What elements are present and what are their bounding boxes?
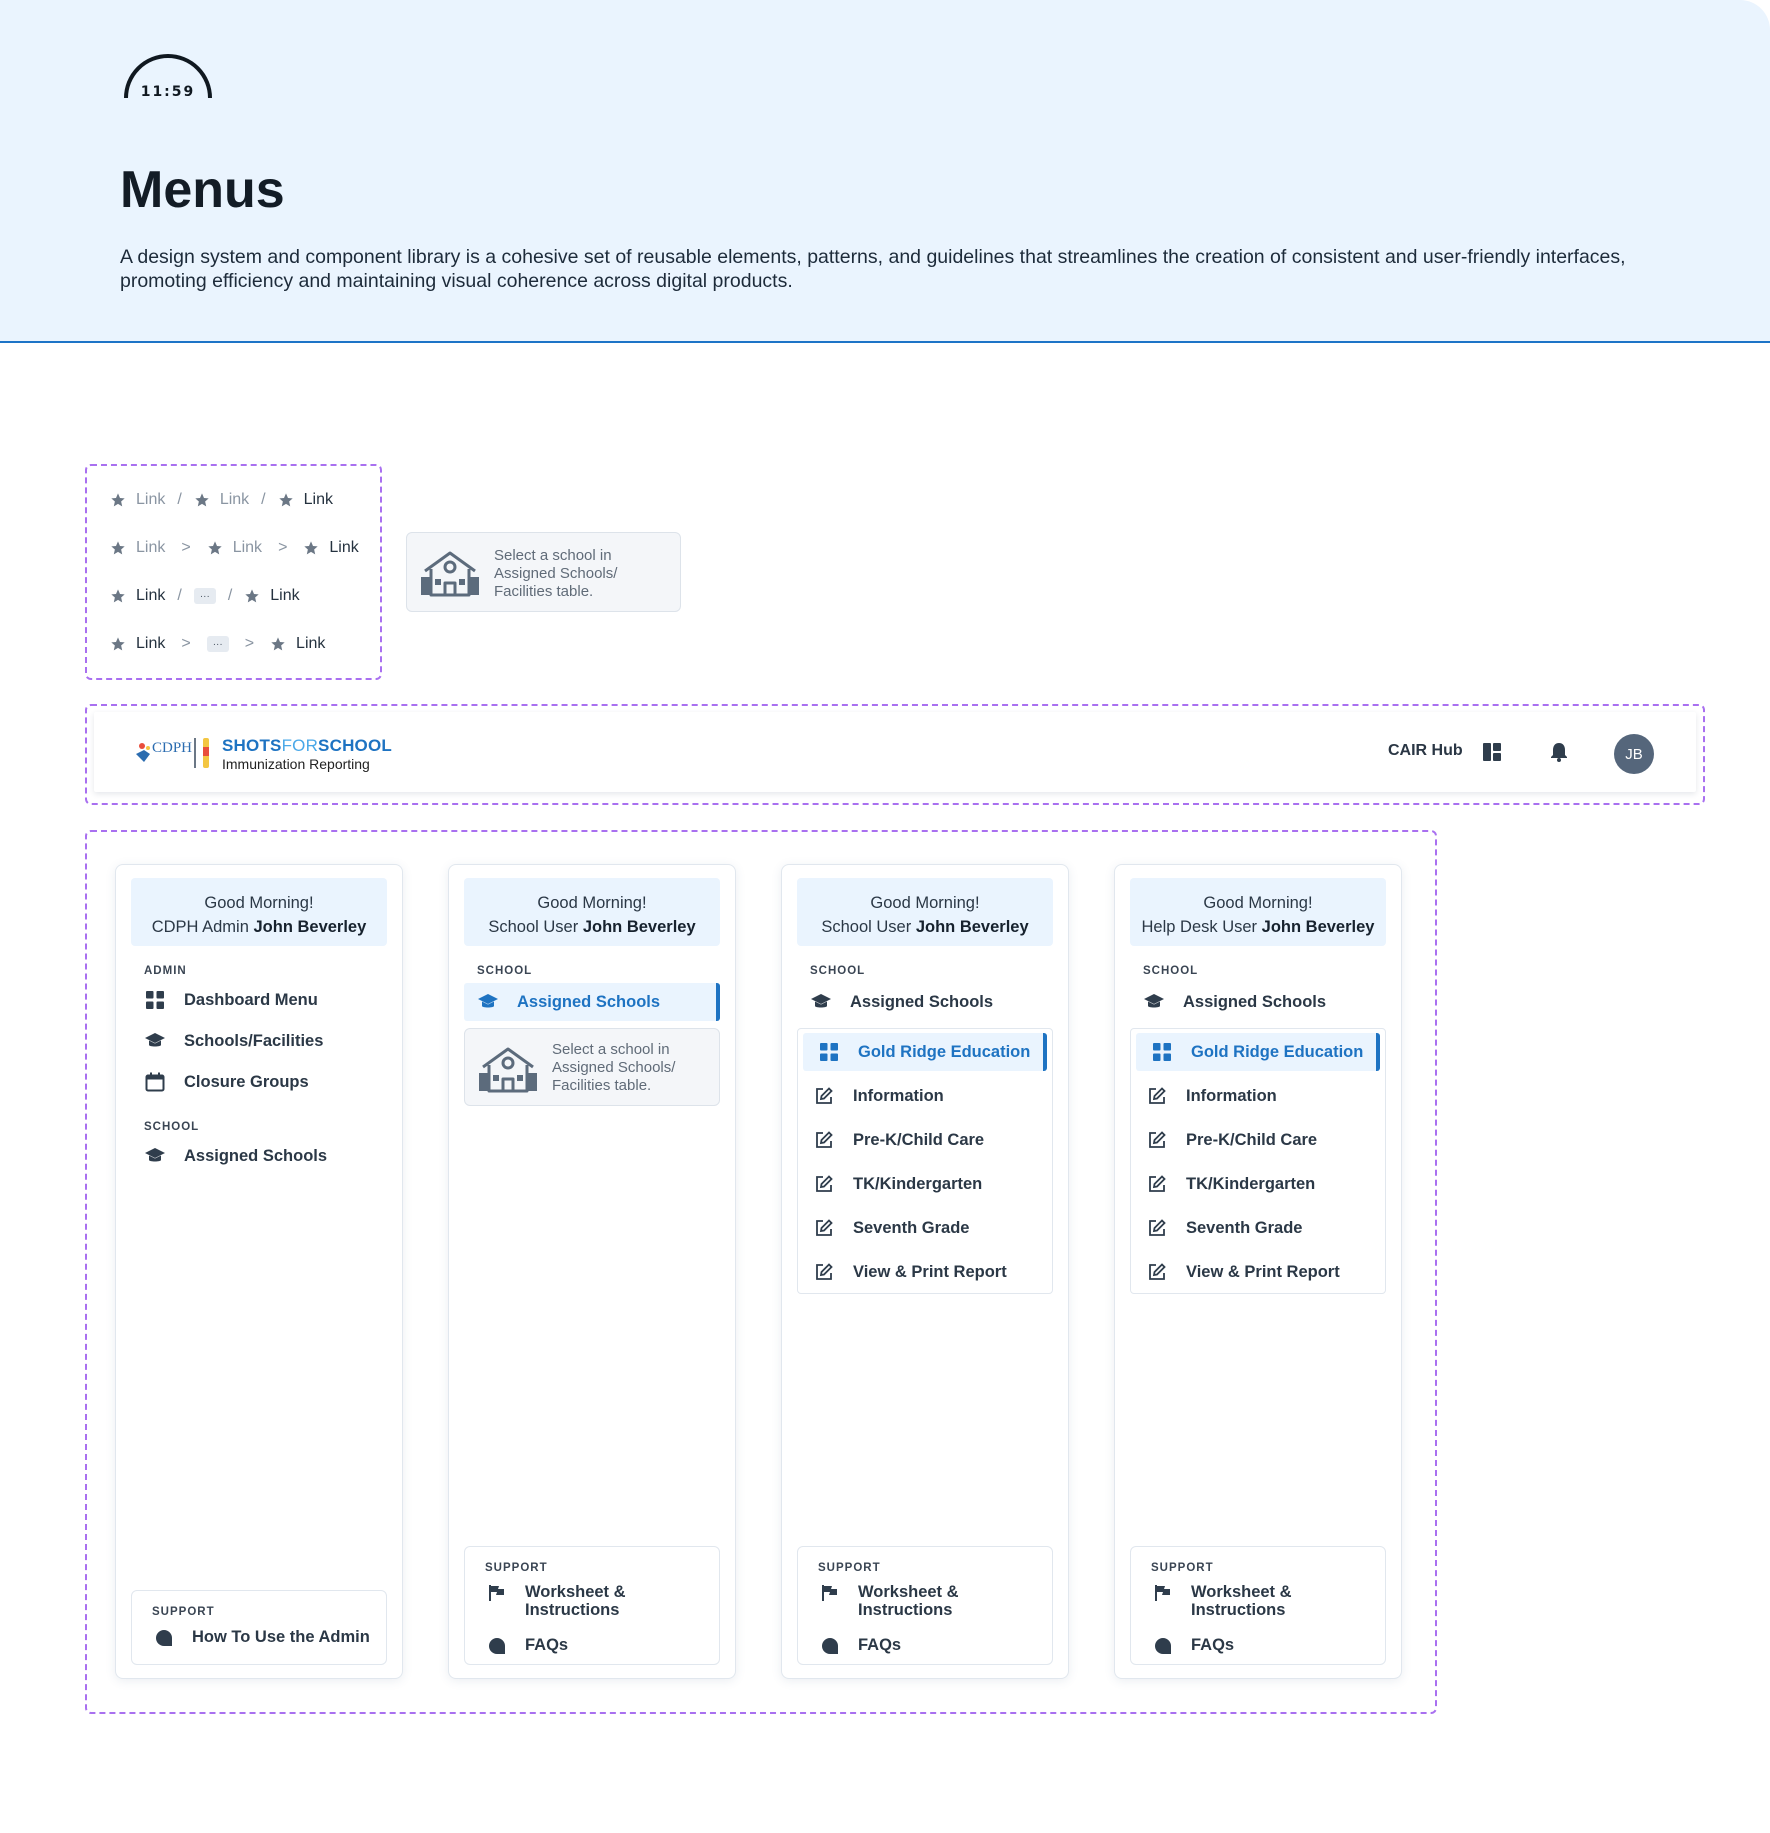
- user-name: John Beverley: [915, 918, 1029, 936]
- greeting-text: Good Morning!: [204, 894, 314, 912]
- top-navigation-bar: [94, 712, 1696, 792]
- submenu-item-label: Information: [1186, 1086, 1277, 1105]
- edit-icon: [813, 1217, 835, 1239]
- section-label-support: SUPPORT: [152, 1606, 215, 1618]
- submenu-item-information[interactable]: [1146, 1083, 1277, 1109]
- empty-state-card: [406, 532, 681, 612]
- flag-icon: [1153, 1583, 1173, 1603]
- chat-bubble-icon: [154, 1628, 174, 1648]
- dashboard-layout-icon[interactable]: [1483, 743, 1501, 761]
- edit-icon: [1146, 1217, 1168, 1239]
- sidebar-item-label: Schools/Facilities: [184, 1031, 324, 1050]
- submenu-item-view-print-report[interactable]: [813, 1259, 1007, 1285]
- sidebar-item-assigned-schools[interactable]: [810, 987, 993, 1017]
- support-item-faqs[interactable]: [1153, 1636, 1234, 1656]
- clock-icon: [122, 54, 214, 102]
- empty-state-line: Facilities table.: [552, 1077, 652, 1094]
- edit-icon: [813, 1129, 835, 1151]
- admin-sidebar: [115, 864, 403, 1679]
- support-item-how-to[interactable]: [154, 1628, 370, 1648]
- support-item-label: FAQs: [858, 1636, 902, 1654]
- submenu-item-label: Pre-K/Child Care: [853, 1130, 985, 1149]
- grid-icon: [818, 1041, 840, 1063]
- breadcrumb-ellipsis[interactable]: ···: [207, 636, 229, 652]
- support-item-faqs[interactable]: [487, 1636, 568, 1656]
- sidebar-item-label: Closure Groups: [184, 1072, 309, 1091]
- support-item-worksheet[interactable]: [1153, 1583, 1292, 1619]
- support-line: Worksheet &: [1191, 1583, 1292, 1601]
- submenu-item-label: Information: [853, 1086, 944, 1105]
- graduation-cap-icon: [810, 991, 832, 1013]
- section-label-school: SCHOOL: [810, 965, 866, 977]
- section-label-school: SCHOOL: [477, 965, 533, 977]
- empty-state-text: [494, 547, 617, 601]
- greeting-card: [131, 878, 387, 946]
- breadcrumb-current: Link: [296, 635, 326, 652]
- support-card: [797, 1546, 1053, 1665]
- page-description: A design system and component library is a cohesive set of reusable elements, patterns, and guidelines that streamlines the creation of consistent and user-friendly interfaces, promoting efficiency and maintaining visual coherence across digital products.: [120, 246, 1626, 292]
- breadcrumb-separator: /: [261, 491, 266, 508]
- logo-shots: SHOTS: [222, 736, 282, 755]
- edit-icon: [1146, 1085, 1168, 1107]
- breadcrumb-link[interactable]: Link: [136, 635, 166, 652]
- grid-icon: [144, 989, 166, 1011]
- support-line: Instructions: [525, 1601, 620, 1619]
- support-item-label: FAQs: [1191, 1636, 1235, 1654]
- submenu-item-tk-kindergarten[interactable]: [813, 1171, 982, 1197]
- star-icon: [194, 492, 210, 508]
- greeting-user: [1130, 915, 1386, 939]
- edit-icon: [1146, 1129, 1168, 1151]
- logo-divider: [194, 738, 196, 768]
- school-building-icon: [477, 1043, 539, 1095]
- support-item-label: [1191, 1583, 1292, 1619]
- submenu-item-seventh-grade[interactable]: [813, 1215, 969, 1241]
- breadcrumb-link[interactable]: Link: [219, 491, 250, 508]
- sidebar-item-closure-groups[interactable]: [144, 1067, 309, 1097]
- support-card: [131, 1590, 387, 1665]
- empty-state-line: Facilities table.: [494, 583, 594, 600]
- support-item-label: [858, 1583, 959, 1619]
- greeting-card: [797, 878, 1053, 946]
- sidebar-item-assigned-schools[interactable]: [1143, 987, 1326, 1017]
- section-label-support: SUPPORT: [485, 1562, 548, 1574]
- help-desk-sidebar: [1114, 864, 1402, 1679]
- user-role: School User: [821, 918, 912, 936]
- school-submenu: [797, 1028, 1053, 1294]
- section-label-school: SCHOOL: [144, 1121, 200, 1133]
- edit-icon: [813, 1085, 835, 1107]
- edit-icon: [813, 1173, 835, 1195]
- greeting-user: [797, 915, 1053, 939]
- sidebar-item-assigned-schools[interactable]: [464, 983, 720, 1021]
- school-building-icon: [419, 547, 481, 599]
- empty-state-line: Assigned Schools/: [494, 565, 618, 582]
- user-name: John Beverley: [1261, 918, 1375, 936]
- chevron-right-icon: >: [181, 539, 191, 556]
- breadcrumb: [110, 584, 300, 608]
- submenu-item-label: TK/Kindergarten: [1186, 1174, 1316, 1193]
- section-label-support: SUPPORT: [818, 1562, 881, 1574]
- breadcrumb-current: Link: [270, 587, 300, 604]
- calendar-icon: [144, 1071, 166, 1093]
- support-line: Worksheet &: [525, 1583, 626, 1601]
- breadcrumb-separator: /: [177, 491, 182, 508]
- sidebar-item-label: Dashboard Menu: [184, 990, 318, 1009]
- pencil-icon: [203, 738, 209, 768]
- school-user-sidebar: [448, 864, 736, 1679]
- submenu-item-label: View & Print Report: [1186, 1262, 1340, 1281]
- breadcrumb-link[interactable]: Link: [136, 491, 166, 508]
- greeting-user: [131, 915, 387, 939]
- page-title: Menus: [120, 161, 285, 219]
- chat-bubble-icon: [487, 1636, 507, 1656]
- header-banner: [0, 0, 1770, 343]
- section-label-support: SUPPORT: [1151, 1562, 1214, 1574]
- greeting-card: [1130, 878, 1386, 946]
- graduation-cap-icon: [144, 1145, 166, 1167]
- chat-bubble-icon: [820, 1636, 840, 1656]
- sidebar-item-label: Assigned Schools: [850, 992, 994, 1011]
- star-icon: [110, 588, 126, 604]
- support-item-faqs[interactable]: [820, 1636, 901, 1656]
- grid-icon: [1151, 1041, 1173, 1063]
- clock-time: 11:59: [140, 84, 196, 100]
- cair-hub-link[interactable]: CAIR Hub: [1388, 742, 1463, 759]
- breadcrumb: [110, 488, 333, 512]
- graduation-cap-icon: [1143, 991, 1165, 1013]
- breadcrumb-link[interactable]: Link: [136, 539, 166, 556]
- support-item-label: FAQs: [525, 1636, 569, 1654]
- support-item-worksheet[interactable]: [820, 1583, 959, 1619]
- star-icon: [270, 636, 286, 652]
- app-subtitle: Immunization Reporting: [222, 756, 370, 772]
- star-icon: [110, 636, 126, 652]
- section-label-admin: ADMIN: [144, 965, 187, 977]
- submenu-item-label: Gold Ridge Education: [1191, 1042, 1364, 1061]
- submenu-item-label: Seventh Grade: [1186, 1218, 1303, 1237]
- submenu-item-information[interactable]: [813, 1083, 944, 1109]
- star-icon: [278, 492, 294, 508]
- breadcrumb-current: Link: [303, 491, 333, 508]
- graduation-cap-icon: [477, 991, 499, 1013]
- section-label-school: SCHOOL: [1143, 965, 1199, 977]
- breadcrumb-separator: /: [177, 587, 182, 604]
- sidebar-item-label: Assigned Schools: [517, 992, 661, 1011]
- submenu-item-school-name[interactable]: [1136, 1033, 1380, 1071]
- chevron-right-icon: >: [181, 635, 191, 652]
- chat-bubble-icon: [1153, 1636, 1173, 1656]
- breadcrumb-current: Link: [329, 539, 359, 556]
- support-item-worksheet[interactable]: [487, 1583, 626, 1619]
- sidebar-item-label: Assigned Schools: [1183, 992, 1327, 1011]
- edit-icon: [1146, 1173, 1168, 1195]
- app-logo[interactable]: [222, 736, 392, 756]
- user-name: John Beverley: [582, 918, 696, 936]
- breadcrumb-ellipsis[interactable]: ···: [194, 588, 216, 604]
- empty-state-text: [552, 1041, 675, 1095]
- school-user-selected-sidebar: [781, 864, 1069, 1679]
- support-line: Worksheet &: [858, 1583, 959, 1601]
- submenu-item-label: View & Print Report: [853, 1262, 1007, 1281]
- support-line: Instructions: [858, 1601, 953, 1619]
- greeting-text: Good Morning!: [870, 894, 980, 912]
- sidebar-item-schools-facilities[interactable]: [144, 1026, 323, 1056]
- support-card: [1130, 1546, 1386, 1665]
- submenu-item-label: Pre-K/Child Care: [1186, 1130, 1318, 1149]
- submenu-item-label: TK/Kindergarten: [853, 1174, 983, 1193]
- greeting-text: Good Morning!: [537, 894, 647, 912]
- support-line: Instructions: [1191, 1601, 1286, 1619]
- sidebar-item-assigned-schools[interactable]: [144, 1141, 327, 1171]
- sidebar-item-label: Assigned Schools: [184, 1146, 328, 1165]
- submenu-item-pre-k[interactable]: [813, 1127, 984, 1153]
- chevron-right-icon: >: [244, 635, 255, 652]
- breadcrumb-link[interactable]: Link: [232, 539, 263, 556]
- logo-school: SCHOOL: [318, 736, 392, 755]
- star-icon: [110, 492, 126, 508]
- empty-state-line: Assigned Schools/: [552, 1059, 676, 1076]
- star-icon: [207, 540, 223, 556]
- empty-state-card: [464, 1028, 720, 1106]
- user-role: School User: [488, 918, 579, 936]
- submenu-item-view-print-report[interactable]: [1146, 1259, 1340, 1285]
- bell-icon[interactable]: [1550, 742, 1568, 762]
- cdph-logo-mark-icon: [134, 742, 154, 766]
- user-name: John Beverley: [253, 918, 367, 936]
- chevron-right-icon: >: [278, 539, 288, 556]
- empty-state-line: Select a school in: [494, 547, 612, 564]
- graduation-cap-icon: [144, 1030, 166, 1052]
- support-item-label: [525, 1583, 626, 1619]
- user-role: CDPH Admin: [151, 918, 249, 936]
- user-avatar[interactable]: JB: [1614, 734, 1654, 774]
- school-submenu: [1130, 1028, 1386, 1294]
- star-icon: [303, 540, 319, 556]
- sidebar-item-dashboard-menu[interactable]: [144, 985, 318, 1015]
- submenu-item-label: Gold Ridge Education: [858, 1042, 1031, 1061]
- cdph-logo-text: CDPH: [152, 740, 193, 756]
- greeting-user: [464, 915, 720, 939]
- flag-icon: [487, 1583, 507, 1603]
- breadcrumb: [110, 536, 359, 560]
- submenu-item-seventh-grade[interactable]: [1146, 1215, 1302, 1241]
- support-item-label: How To Use the Admin: [192, 1628, 370, 1646]
- breadcrumb-link[interactable]: Link: [136, 587, 166, 604]
- submenu-item-school-name[interactable]: [803, 1033, 1047, 1071]
- breadcrumb: [110, 632, 325, 656]
- star-icon: [110, 540, 126, 556]
- empty-state-line: Select a school in: [552, 1041, 670, 1058]
- breadcrumb-separator: /: [227, 587, 233, 604]
- greeting-text: Good Morning!: [1203, 894, 1313, 912]
- submenu-item-pre-k[interactable]: [1146, 1127, 1317, 1153]
- edit-icon: [1146, 1261, 1168, 1283]
- submenu-item-tk-kindergarten[interactable]: [1146, 1171, 1315, 1197]
- submenu-item-label: Seventh Grade: [853, 1218, 970, 1237]
- star-icon: [244, 588, 260, 604]
- support-card: [464, 1546, 720, 1665]
- user-role: Help Desk User: [1141, 918, 1258, 936]
- flag-icon: [820, 1583, 840, 1603]
- logo-for: FOR: [281, 736, 319, 755]
- edit-icon: [813, 1261, 835, 1283]
- greeting-card: [464, 878, 720, 946]
